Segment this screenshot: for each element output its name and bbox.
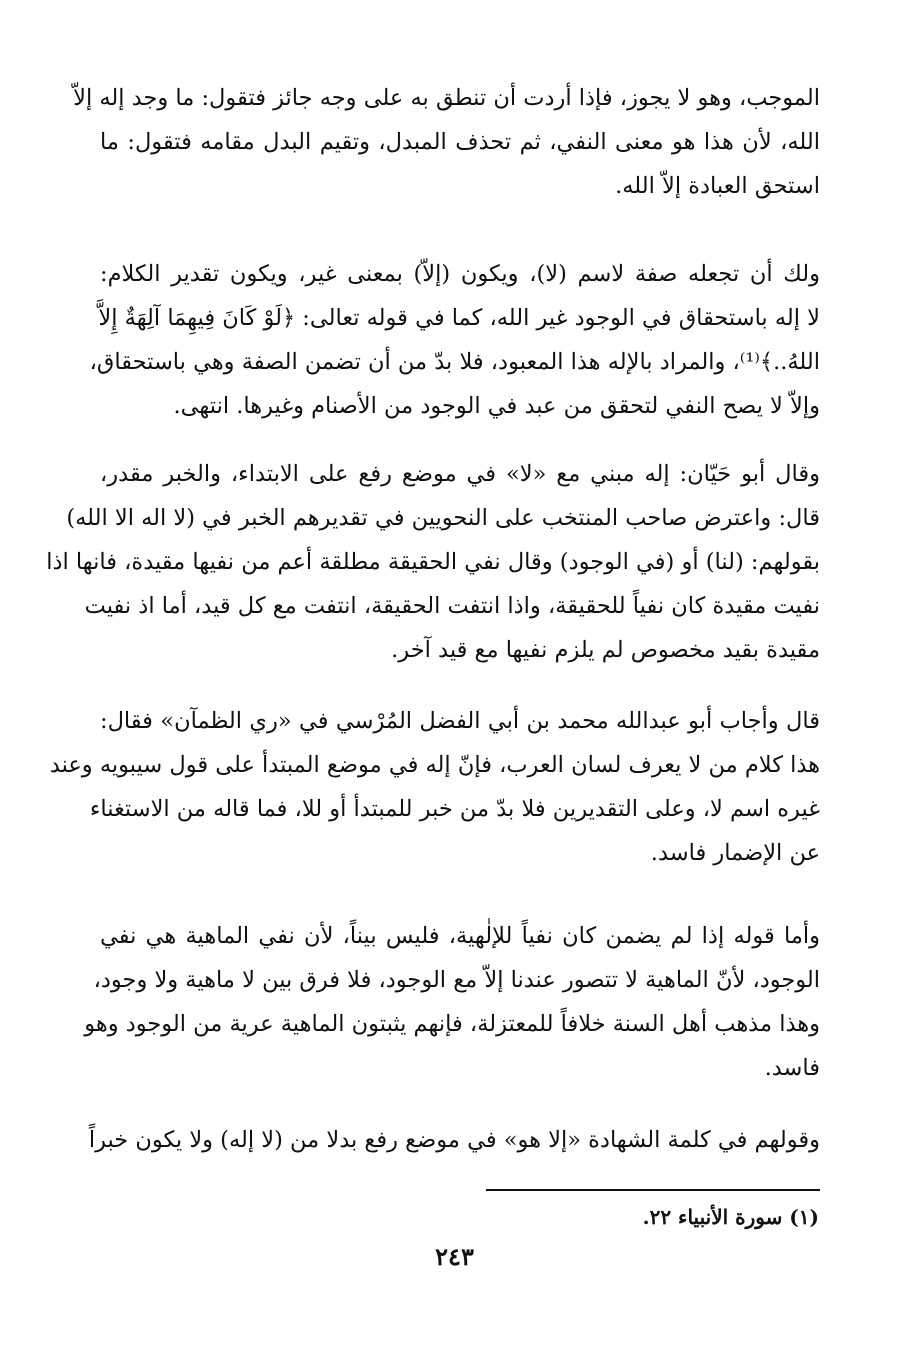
paragraph-4 xyxy=(49,699,820,875)
paragraph-5 xyxy=(84,914,820,1090)
text-line: استحق العبادة إلاّ الله. xyxy=(615,173,820,199)
text-line: غيره اسم لا، وعلى التقديرين فلا بدّ من خبر للمبتدأ أو للا، فما قاله من الاستغناء xyxy=(89,796,820,822)
text-line: وقولهم في كلمة الشهادة «إلا هو» في موضع رفع بدلا من (لا إله) ولا يكون خبراً xyxy=(88,1127,820,1153)
text-line: نفيت مقيدة كان نفياً للحقيقة، واذا انتفت الحقيقة، انتفت مع كل قيد، أما اذ نفيت xyxy=(84,593,820,619)
text-line: قال وأجاب أبو عبدالله محمد بن أبي الفضل المُرْسي في «ري الظمآن» فقال: xyxy=(100,708,820,734)
text-line: هذا كلام من لا يعرف لسان العرب، فإنّ إله في موضع المبتدأ على قول سيبويه وعند xyxy=(49,752,820,778)
paragraph-2 xyxy=(89,252,820,428)
page-number: ٢٤٣ xyxy=(435,1242,474,1271)
text-line: وإلاّ لا يصح النفي لتحقق من عبد في الوجود من الأصنام وغيرها. انتهى. xyxy=(173,393,820,419)
text-line: قال: واعترض صاحب المنتخب على النحويين في تقديرهم الخبر في (لا اله الا الله) xyxy=(66,505,820,531)
text-line: وقال أبو حَيّان: إله مبني مع «لا» في موضع رفع على الابتداء، والخبر مقدر، xyxy=(100,461,821,487)
text-line: وأما قوله إذا لم يضمن كان نفياً للإلٰهية، فليس بيناً، لأن نفي الماهية هي نفي xyxy=(100,923,820,949)
text-line: ولك أن تجعله صفة لاسم (لا)، ويكون (إلاّ) بمعنى غير، ويكون تقدير الكلام: xyxy=(100,261,820,287)
footnote: (١) سورة الأنبياء ٢٢. xyxy=(642,1205,819,1229)
text-line: فاسد. xyxy=(764,1055,820,1081)
text-line: عن الإضمار فاسد. xyxy=(650,840,820,866)
text-line: الوجود، لأنّ الماهية لا تتصور عندنا إلاّ مع الوجود، فلا فرق بين لا ماهية ولا وجود، xyxy=(93,967,820,993)
text-line: اللهُ..﴾⁽¹⁾، والمراد بالإله هذا المعبود، فلا بدّ من أن تضمن الصفة وهي باستحقاق، xyxy=(89,349,820,375)
text-line: مقيدة بقيد مخصوص لم يلزم نفيها مع قيد آخر. xyxy=(391,637,820,663)
paragraph-1 xyxy=(73,76,820,208)
text-line: الله، لأن هذا هو معنى النفي، ثم تحذف المبدل، وتقيم البدل مقامه فتقول: ما xyxy=(100,129,820,155)
paragraph-6 xyxy=(88,1118,820,1162)
paragraph-3 xyxy=(46,452,821,672)
footnote-divider xyxy=(486,1189,820,1191)
text-line: لا إله باستحقاق في الوجود غير الله، كما في قوله تعالى: ﴿لَوْ كَانَ فِيهِمَا آلِهَةٌ إِلاَّ xyxy=(98,305,820,331)
text-line: الموجب، وهو لا يجوز، فإذا أردت أن تنطق به على وجه جائز فتقول: ما وجد إله إلاّ xyxy=(73,85,820,111)
text-line: وهذا مذهب أهل السنة خلافاً للمعتزلة، فإنهم يثبتون الماهية عرية من الوجود وهو xyxy=(84,1011,820,1037)
text-line: بقولهم: (لنا) أو (في الوجود) وقال نفي الحقيقة مطلقة أعم من نفيها مقيدة، فانها اذا xyxy=(46,549,820,575)
